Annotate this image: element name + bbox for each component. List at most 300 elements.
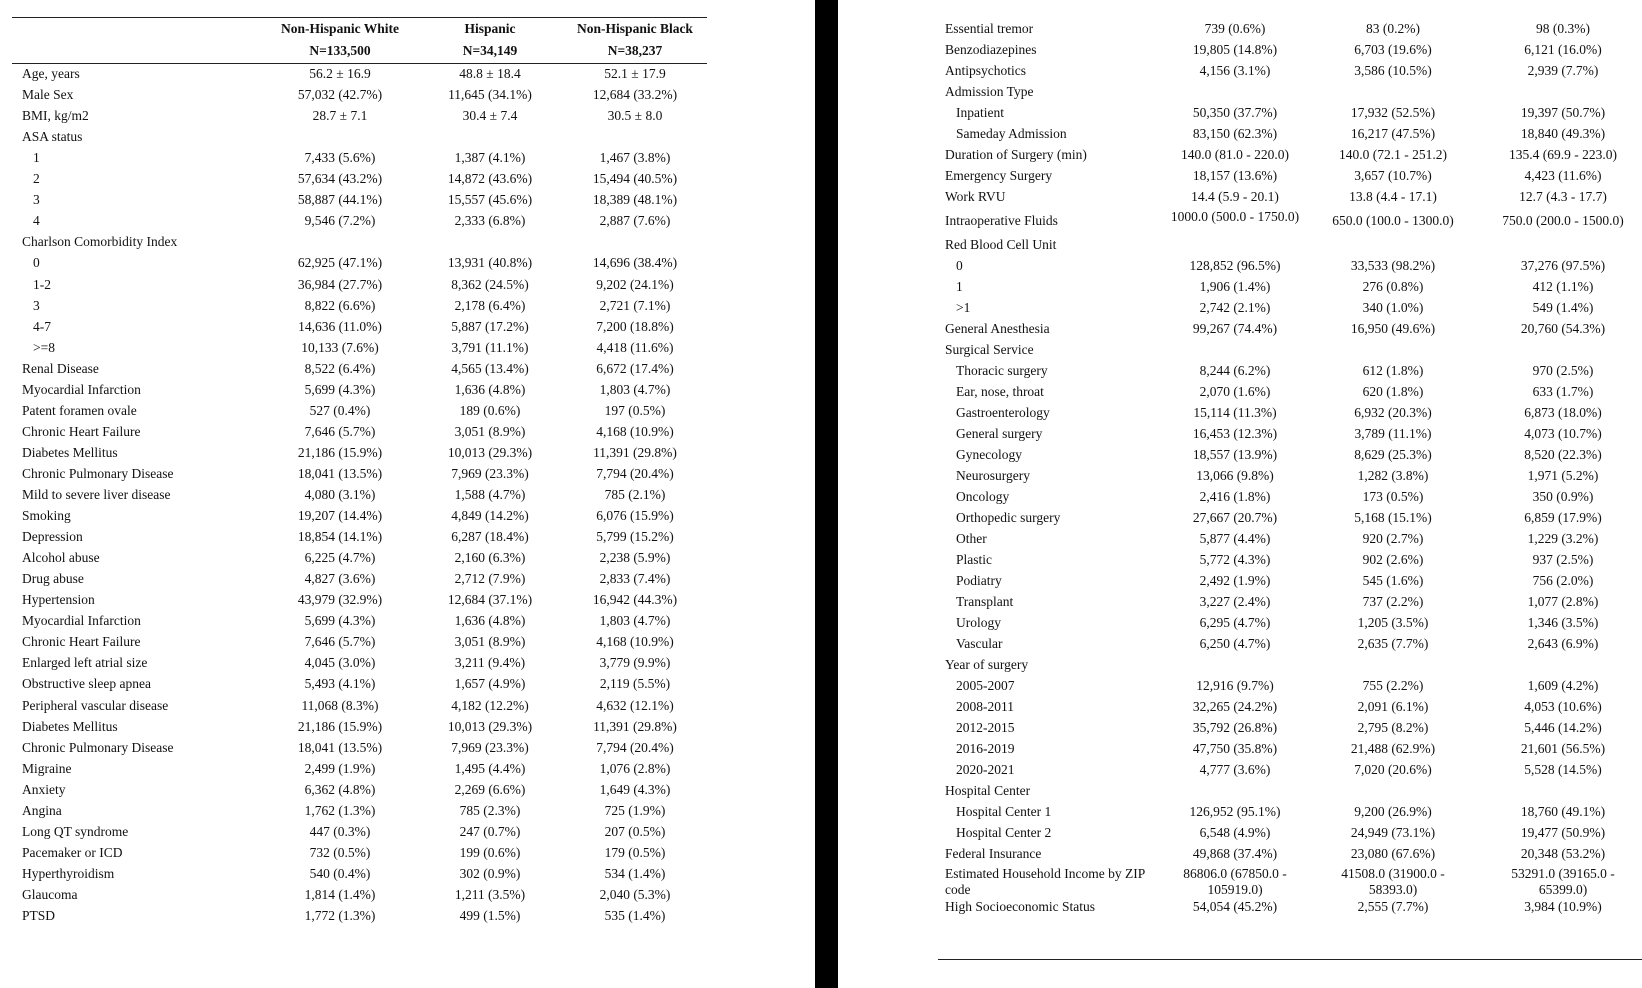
row-value-col3: 3,984 (10.9%)	[1524, 899, 1602, 914]
table-row	[838, 297, 1642, 318]
row-value-col2: 3,789 (11.1%)	[1354, 426, 1432, 441]
row-value-col1: 43,979 (32.9%)	[297, 592, 383, 608]
row-value-col1: 4,080 (3.1%)	[304, 487, 376, 502]
row-value-col3: 6,873 (18.0%)	[1524, 405, 1602, 420]
row-value-col1: 2,070 (1.6%)	[1199, 384, 1271, 399]
row-value-col2: 3,051 (8.9%)	[454, 634, 526, 650]
row-value-col3: 5,528 (14.5%)	[1524, 762, 1602, 777]
row-value-col3: 11,391 (29.8%)	[593, 444, 677, 460]
row-value-col3: 2,040 (5.3%)	[599, 886, 671, 902]
row-value-col2: 173 (0.5%)	[1362, 489, 1424, 504]
row-value-col2: 650.0 (100.0 - 1300.0)	[1332, 213, 1454, 228]
row-value-col2: 612 (1.8%)	[1362, 363, 1424, 378]
row-value-col1: 5,877 (4.4%)	[1199, 531, 1271, 546]
row-value-col1: 19,207 (14.4%)	[297, 508, 383, 524]
row-label-chronic-heart-failure: Chronic Heart Failure	[22, 634, 141, 650]
row-label-gastroenterology: Gastroenterology	[956, 405, 1050, 420]
table-row	[838, 186, 1642, 207]
row-label-long-qt-syndrome: Long QT syndrome	[22, 823, 129, 839]
row-label-essential-tremor: Essential tremor	[945, 21, 1034, 36]
row-label-other: Other	[956, 531, 987, 546]
row-value-col3: 197 (0.5%)	[604, 402, 666, 418]
row-value-col1: 62,925 (47.1%)	[297, 255, 383, 271]
row-value-col2: 12,684 (37.1%)	[447, 592, 533, 608]
row-value-col3: 5,799 (15.2%)	[596, 529, 674, 545]
row-value-col3: 9,202 (24.1%)	[596, 276, 674, 292]
row-label-chronic-heart-failure: Chronic Heart Failure	[22, 423, 141, 439]
row-value-col2: 6,932 (20.3%)	[1354, 405, 1432, 420]
row-value-col3: 15,494 (40.5%)	[592, 171, 678, 187]
table-row	[0, 147, 815, 168]
row-label-2005-2007: 2005-2007	[956, 678, 1015, 693]
row-value-col2: 41508.0 (31900.0 - 58393.0)	[1341, 866, 1445, 897]
row-value-col3: 785 (2.1%)	[604, 487, 666, 502]
row-label-work-rvu: Work RVU	[945, 189, 1006, 204]
row-value-col3: 98 (0.3%)	[1536, 21, 1590, 36]
table-row	[838, 696, 1642, 717]
table-row	[0, 463, 815, 484]
row-value-col1: 2,499 (1.9%)	[304, 760, 376, 776]
table-row	[838, 360, 1642, 381]
row-value-col1: 58,887 (44.1%)	[297, 192, 383, 208]
row-label-age-years: Age, years	[22, 66, 80, 81]
row-value-col2: 7,969 (23.3%)	[451, 739, 529, 755]
row-value-col2: 920 (2.7%)	[1362, 531, 1424, 546]
row-label-depression: Depression	[22, 529, 83, 545]
row-value-col1: 732 (0.5%)	[309, 844, 371, 860]
row-value-col3: 2,643 (6.9%)	[1527, 636, 1599, 651]
row-value-col2: 276 (0.8%)	[1362, 279, 1424, 294]
row-value-col2: 1,636 (4.8%)	[454, 613, 526, 629]
row-value-col3: 633 (1.7%)	[1532, 384, 1594, 399]
table-row	[838, 207, 1642, 234]
table-row	[838, 39, 1642, 60]
row-value-col2: 545 (1.6%)	[1362, 573, 1424, 588]
row-value-col3: 135.4 (69.9 - 223.0)	[1509, 147, 1617, 162]
table-row	[838, 717, 1642, 738]
row-value-col3: 1,076 (2.8%)	[599, 760, 671, 776]
row-value-col3: 1,803 (4.7%)	[599, 613, 671, 629]
col-header-nh-black: Non-Hispanic Black	[577, 21, 693, 36]
table-row	[838, 486, 1642, 507]
row-value-col3: 725 (1.9%)	[604, 802, 666, 818]
row-value-col3: 4,053 (10.6%)	[1524, 699, 1602, 714]
table-row	[838, 591, 1642, 612]
table-row	[838, 339, 1642, 360]
row-value-col3: 20,760 (54.3%)	[1520, 321, 1606, 336]
row-label-diabetes-mellitus: Diabetes Mellitus	[22, 718, 118, 734]
row-value-col2: 2,635 (7.7%)	[1357, 636, 1429, 651]
row-value-col1: 527 (0.4%)	[309, 402, 371, 418]
row-label-3: 3	[33, 192, 40, 208]
row-value-col1: 11,068 (8.3%)	[301, 697, 379, 713]
table-row	[838, 123, 1642, 144]
row-value-col2: 140.0 (72.1 - 251.2)	[1339, 147, 1447, 162]
table-row	[838, 780, 1642, 801]
row-value-col3: 350 (0.9%)	[1532, 489, 1594, 504]
row-value-col2: 1,588 (4.7%)	[454, 487, 526, 502]
row-value-col3: 2,119 (5.5%)	[599, 676, 671, 692]
row-value-col1: 4,045 (3.0%)	[304, 655, 376, 671]
row-value-col1: 10,133 (7.6%)	[301, 339, 379, 355]
row-value-col3: 4,632 (12.1%)	[596, 697, 674, 713]
row-value-col2: 620 (1.8%)	[1362, 384, 1424, 399]
table-row	[0, 105, 815, 126]
table-row	[0, 168, 815, 189]
row-value-col2: 33,533 (98.2%)	[1350, 258, 1436, 273]
table-row	[838, 675, 1642, 696]
row-value-col2: 737 (2.2%)	[1362, 594, 1424, 609]
row-label-benzodiazepines: Benzodiazepines	[945, 42, 1037, 57]
row-value-col3: 11,391 (29.8%)	[593, 718, 677, 734]
table-row	[838, 18, 1642, 39]
table-row	[838, 402, 1642, 423]
table-row	[838, 102, 1642, 123]
row-value-col1: 4,777 (3.6%)	[1199, 762, 1271, 777]
row-value-col2: 8,362 (24.5%)	[451, 276, 529, 292]
table-row	[0, 800, 815, 821]
row-value-col3: 2,887 (7.6%)	[599, 213, 671, 229]
table-row	[0, 189, 815, 210]
row-value-col1: 18,157 (13.6%)	[1192, 168, 1278, 183]
row-label-obstructive-sleep-apnea: Obstructive sleep apnea	[22, 676, 151, 692]
table-row	[838, 144, 1642, 165]
row-label-high-socioeconomic-status: High Socioeconomic Status	[945, 899, 1095, 914]
row-value-col2: 2,555 (7.7%)	[1357, 899, 1429, 914]
col-n-hispanic: N=34,149	[462, 43, 518, 58]
row-value-col3: 534 (1.4%)	[604, 865, 666, 881]
table-row	[838, 738, 1642, 759]
row-value-col1: 1,814 (1.4%)	[304, 886, 376, 902]
row-value-col3: 7,794 (20.4%)	[596, 465, 674, 481]
table-row	[838, 234, 1642, 255]
row-value-col3: 20,348 (53.2%)	[1520, 846, 1606, 861]
row-label-myocardial-infarction: Myocardial Infarction	[22, 381, 141, 397]
row-value-col1: 447 (0.3%)	[309, 823, 371, 839]
row-value-col3: 756 (2.0%)	[1532, 573, 1594, 588]
row-label-estimated-household-income-by-zip-code: Estimated Household Income by ZIP code	[945, 866, 1145, 897]
row-value-col2: 755 (2.2%)	[1362, 678, 1424, 693]
table-row	[0, 758, 815, 779]
table-row	[838, 60, 1642, 81]
row-label-glaucoma: Glaucoma	[22, 886, 78, 902]
row-value-col2: 15,557 (45.6%)	[447, 192, 533, 208]
row-value-col3: 1,971 (5.2%)	[1527, 468, 1599, 483]
row-value-col2: 2,712 (7.9%)	[454, 571, 526, 587]
row-value-col3: 12,684 (33.2%)	[592, 87, 678, 103]
row-label-hospital-center: Hospital Center	[945, 783, 1031, 798]
table-row	[0, 400, 815, 421]
row-value-col3: 19,397 (50.7%)	[1520, 105, 1606, 120]
row-value-col1: 13,066 (9.8%)	[1196, 468, 1274, 483]
row-value-col3: 53291.0 (39165.0 - 65399.0)	[1511, 866, 1615, 897]
row-value-col1: 18,854 (14.1%)	[297, 529, 383, 545]
row-label-1: >1	[956, 300, 971, 315]
row-value-col1: 18,041 (13.5%)	[297, 465, 383, 481]
row-value-col2: 8,629 (25.3%)	[1354, 447, 1432, 462]
row-value-col2: 6,287 (18.4%)	[451, 529, 529, 545]
table-row	[0, 547, 815, 568]
row-label-4-7: 4-7	[33, 318, 51, 334]
row-label-2020-2021: 2020-2021	[956, 762, 1015, 777]
row-label-orthopedic-surgery: Orthopedic surgery	[956, 510, 1061, 525]
table-row	[838, 255, 1642, 276]
row-label-thoracic-surgery: Thoracic surgery	[956, 363, 1048, 378]
row-label-federal-insurance: Federal Insurance	[945, 846, 1042, 861]
row-label-angina: Angina	[22, 802, 62, 818]
row-label-alcohol-abuse: Alcohol abuse	[22, 550, 100, 566]
row-label-duration-of-surgery-min: Duration of Surgery (min)	[945, 147, 1087, 162]
row-value-col1: 57,634 (43.2%)	[297, 171, 383, 187]
col-header-hispanic: Hispanic	[464, 21, 516, 36]
row-value-col2: 3,051 (8.9%)	[454, 423, 526, 439]
row-label-emergency-surgery: Emergency Surgery	[945, 168, 1053, 183]
row-value-col2: 83 (0.2%)	[1366, 21, 1420, 36]
row-value-col2: 6,703 (19.6%)	[1354, 42, 1432, 57]
row-value-col1: 99,267 (74.4%)	[1192, 321, 1278, 336]
row-label-2: 2	[33, 171, 40, 187]
table-row	[0, 210, 815, 231]
row-label-pacemaker-or-icd: Pacemaker or ICD	[22, 844, 123, 860]
row-value-col1: 7,433 (5.6%)	[304, 150, 376, 166]
row-label-4: 4	[33, 213, 40, 229]
row-label-podiatry: Podiatry	[956, 573, 1002, 588]
row-value-col3: 6,076 (15.9%)	[596, 508, 674, 524]
row-value-col1: 36,984 (27.7%)	[297, 276, 383, 292]
row-label-drug-abuse: Drug abuse	[22, 571, 84, 587]
row-value-col2: 3,657 (10.7%)	[1354, 168, 1432, 183]
row-value-col2: 7,020 (20.6%)	[1354, 762, 1432, 777]
row-value-col2: 1,282 (3.8%)	[1357, 468, 1429, 483]
table-row	[0, 379, 815, 400]
row-value-col1: 18,041 (13.5%)	[297, 739, 383, 755]
row-label-2012-2015: 2012-2015	[956, 720, 1015, 735]
row-label-gynecology: Gynecology	[956, 447, 1022, 462]
row-value-col2: 16,217 (47.5%)	[1350, 126, 1436, 141]
row-value-col3: 3,779 (9.9%)	[599, 655, 671, 671]
row-value-col1: 6,295 (4.7%)	[1199, 615, 1271, 630]
page-divider	[815, 0, 838, 988]
table-row	[0, 126, 815, 147]
row-value-col2: 5,168 (15.1%)	[1354, 510, 1432, 525]
row-value-col2: 48.8 ± 18.4	[459, 66, 521, 81]
table-row	[838, 81, 1642, 102]
row-value-col2: 16,950 (49.6%)	[1350, 321, 1436, 336]
row-value-col2: 24,949 (73.1%)	[1350, 825, 1436, 840]
row-label-charlson-comorbidity-index: Charlson Comorbidity Index	[22, 234, 178, 250]
row-value-col3: 7,200 (18.8%)	[596, 318, 674, 334]
table-row	[838, 549, 1642, 570]
table-row	[0, 526, 815, 547]
row-value-col2: 3,211 (9.4%)	[454, 655, 526, 671]
row-value-col2: 11,645 (34.1%)	[448, 87, 532, 103]
row-value-col1: 57,032 (42.7%)	[297, 87, 383, 103]
col-header-nh-white: Non-Hispanic White	[281, 21, 399, 36]
row-label-8: >=8	[33, 339, 55, 355]
row-value-col1: 5,772 (4.3%)	[1199, 552, 1271, 567]
row-label-inpatient: Inpatient	[956, 105, 1004, 120]
row-value-col2: 1,387 (4.1%)	[454, 150, 526, 166]
row-value-col3: 12.7 (4.3 - 17.7)	[1519, 189, 1607, 204]
table-row	[838, 318, 1642, 339]
row-label-bmi-kg-m2: BMI, kg/m2	[22, 108, 89, 124]
row-value-col3: 2,238 (5.9%)	[599, 550, 671, 566]
row-label-renal-disease: Renal Disease	[22, 360, 99, 376]
row-value-col1: 49,868 (37.4%)	[1192, 846, 1278, 861]
row-value-col3: 2,721 (7.1%)	[599, 297, 671, 313]
row-value-col2: 1,205 (3.5%)	[1357, 615, 1429, 630]
row-value-col1: 140.0 (81.0 - 220.0)	[1181, 147, 1289, 162]
row-value-col2: 785 (2.3%)	[459, 802, 521, 818]
row-value-col3: 179 (0.5%)	[604, 844, 666, 860]
row-value-col3: 7,794 (20.4%)	[596, 739, 674, 755]
row-value-col3: 1,803 (4.7%)	[599, 381, 671, 397]
row-value-col1: 35,792 (26.8%)	[1192, 720, 1278, 735]
table-row	[838, 864, 1642, 896]
table-row	[0, 779, 815, 800]
row-label-male-sex: Male Sex	[22, 87, 74, 103]
row-value-col1: 16,453 (12.3%)	[1192, 426, 1278, 441]
row-value-col1: 5,493 (4.1%)	[304, 676, 376, 692]
row-value-col1: 28.7 ± 7.1	[312, 108, 368, 124]
row-value-col3: 549 (1.4%)	[1532, 300, 1594, 315]
table-row	[0, 884, 815, 905]
row-label-plastic: Plastic	[956, 552, 992, 567]
row-value-col2: 30.4 ± 7.4	[462, 108, 518, 124]
row-label-ear-nose-throat: Ear, nose, throat	[956, 384, 1044, 399]
row-value-col1: 6,225 (4.7%)	[304, 550, 376, 566]
row-value-col1: 5,699 (4.3%)	[304, 613, 376, 629]
row-value-col3: 750.0 (200.0 - 1500.0)	[1502, 213, 1624, 228]
row-value-col1: 1,906 (1.4%)	[1199, 279, 1271, 294]
row-label-oncology: Oncology	[956, 489, 1010, 504]
row-label-transplant: Transplant	[956, 594, 1014, 609]
row-value-col3: 6,121 (16.0%)	[1524, 42, 1602, 57]
row-label-vascular: Vascular	[956, 636, 1003, 651]
row-value-col3: 1,649 (4.3%)	[599, 781, 671, 797]
table-row	[838, 801, 1642, 822]
table-row	[0, 421, 815, 442]
table-row	[0, 231, 815, 252]
row-value-col3: 2,833 (7.4%)	[599, 571, 671, 587]
row-value-col2: 4,849 (14.2%)	[451, 508, 529, 524]
row-label-mild-to-severe-liver-disease: Mild to severe liver disease	[22, 487, 171, 502]
row-label-smoking: Smoking	[22, 508, 71, 524]
row-value-col1: 540 (0.4%)	[309, 865, 371, 881]
row-value-col2: 1,636 (4.8%)	[454, 381, 526, 397]
table-row	[0, 737, 815, 758]
table-row	[0, 716, 815, 737]
row-value-col2: 302 (0.9%)	[459, 865, 521, 881]
row-value-col1: 54,054 (45.2%)	[1192, 899, 1278, 914]
table-row	[838, 507, 1642, 528]
row-value-col1: 4,156 (3.1%)	[1199, 63, 1271, 78]
row-value-col2: 3,791 (11.1%)	[451, 339, 529, 355]
row-label-diabetes-mellitus: Diabetes Mellitus	[22, 444, 118, 460]
row-value-col3: 1,077 (2.8%)	[1527, 594, 1599, 609]
row-value-col2: 1,211 (3.5%)	[454, 886, 526, 902]
row-value-col1: 18,557 (13.9%)	[1192, 447, 1278, 462]
left-table-panel	[0, 0, 815, 988]
table-row	[0, 589, 815, 610]
row-value-col2: 247 (0.7%)	[459, 823, 521, 839]
table-row	[838, 896, 1642, 917]
row-value-col2: 10,013 (29.3%)	[447, 718, 533, 734]
row-label-hospital-center-1: Hospital Center 1	[956, 804, 1052, 819]
row-label-myocardial-infarction: Myocardial Infarction	[22, 613, 141, 629]
table-row	[0, 842, 815, 863]
row-value-col3: 52.1 ± 17.9	[604, 66, 666, 81]
row-label-urology: Urology	[956, 615, 1001, 630]
row-value-col3: 6,672 (17.4%)	[596, 360, 674, 376]
row-value-col1: 7,646 (5.7%)	[304, 634, 376, 650]
row-value-col2: 2,178 (6.4%)	[454, 297, 526, 313]
row-value-col1: 27,667 (20.7%)	[1192, 510, 1278, 525]
row-label-ptsd: PTSD	[22, 908, 56, 923]
row-value-col3: 14,696 (38.4%)	[592, 255, 678, 271]
row-value-col1: 6,362 (4.8%)	[304, 781, 376, 797]
row-label-2008-2011: 2008-2011	[956, 699, 1014, 714]
row-value-col2: 13.8 (4.4 - 17.1)	[1349, 189, 1437, 204]
row-value-col2: 9,200 (26.9%)	[1354, 804, 1432, 819]
row-value-col1: 1,762 (1.3%)	[304, 802, 376, 818]
table-row	[0, 252, 815, 273]
row-label-admission-type: Admission Type	[945, 84, 1034, 99]
row-value-col2: 1,657 (4.9%)	[454, 676, 526, 692]
row-label-1: 1	[956, 279, 963, 294]
row-value-col3: 207 (0.5%)	[604, 823, 666, 839]
table-row	[0, 673, 815, 694]
row-value-col3: 30.5 ± 8.0	[607, 108, 663, 124]
row-value-col1: 1000.0 (500.0 - 1750.0)	[1170, 209, 1300, 224]
row-label-enlarged-left-atrial-size: Enlarged left atrial size	[22, 655, 148, 671]
table-row	[838, 276, 1642, 297]
table-row	[838, 822, 1642, 843]
row-value-col2: 902 (2.6%)	[1362, 552, 1424, 567]
table-row	[838, 759, 1642, 780]
row-value-col1: 9,546 (7.2%)	[304, 213, 376, 229]
row-value-col1: 1,772 (1.3%)	[304, 908, 376, 923]
row-value-col3: 19,477 (50.9%)	[1520, 825, 1606, 840]
row-value-col2: 340 (1.0%)	[1362, 300, 1424, 315]
row-value-col3: 4,168 (10.9%)	[596, 634, 674, 650]
row-value-col2: 2,333 (6.8%)	[454, 213, 526, 229]
row-value-col3: 18,760 (49.1%)	[1520, 804, 1606, 819]
row-value-col2: 13,931 (40.8%)	[447, 255, 533, 271]
row-value-col2: 14,872 (43.6%)	[447, 171, 533, 187]
row-value-col3: 2,939 (7.7%)	[1527, 63, 1599, 78]
row-value-col1: 8,822 (6.6%)	[304, 297, 376, 313]
row-value-col3: 1,229 (3.2%)	[1527, 531, 1599, 546]
row-label-intraoperative-fluids: Intraoperative Fluids	[945, 213, 1058, 228]
row-value-col1: 4,827 (3.6%)	[304, 571, 376, 587]
row-value-col2: 3,586 (10.5%)	[1354, 63, 1432, 78]
row-label-migraine: Migraine	[22, 760, 72, 776]
row-value-col2: 2,795 (8.2%)	[1357, 720, 1429, 735]
row-label-patent-foramen-ovale: Patent foramen ovale	[22, 402, 137, 418]
row-value-col1: 2,492 (1.9%)	[1199, 573, 1271, 588]
row-value-col1: 2,416 (1.8%)	[1199, 489, 1271, 504]
row-value-col1: 21,186 (15.9%)	[297, 444, 383, 460]
row-label-hypertension: Hypertension	[22, 592, 95, 608]
table-row	[0, 610, 815, 631]
table-row	[0, 821, 815, 842]
row-label-antipsychotics: Antipsychotics	[945, 63, 1026, 78]
table-row	[838, 444, 1642, 465]
table-row	[838, 423, 1642, 444]
row-label-sameday-admission: Sameday Admission	[956, 126, 1067, 141]
table-row	[0, 505, 815, 526]
